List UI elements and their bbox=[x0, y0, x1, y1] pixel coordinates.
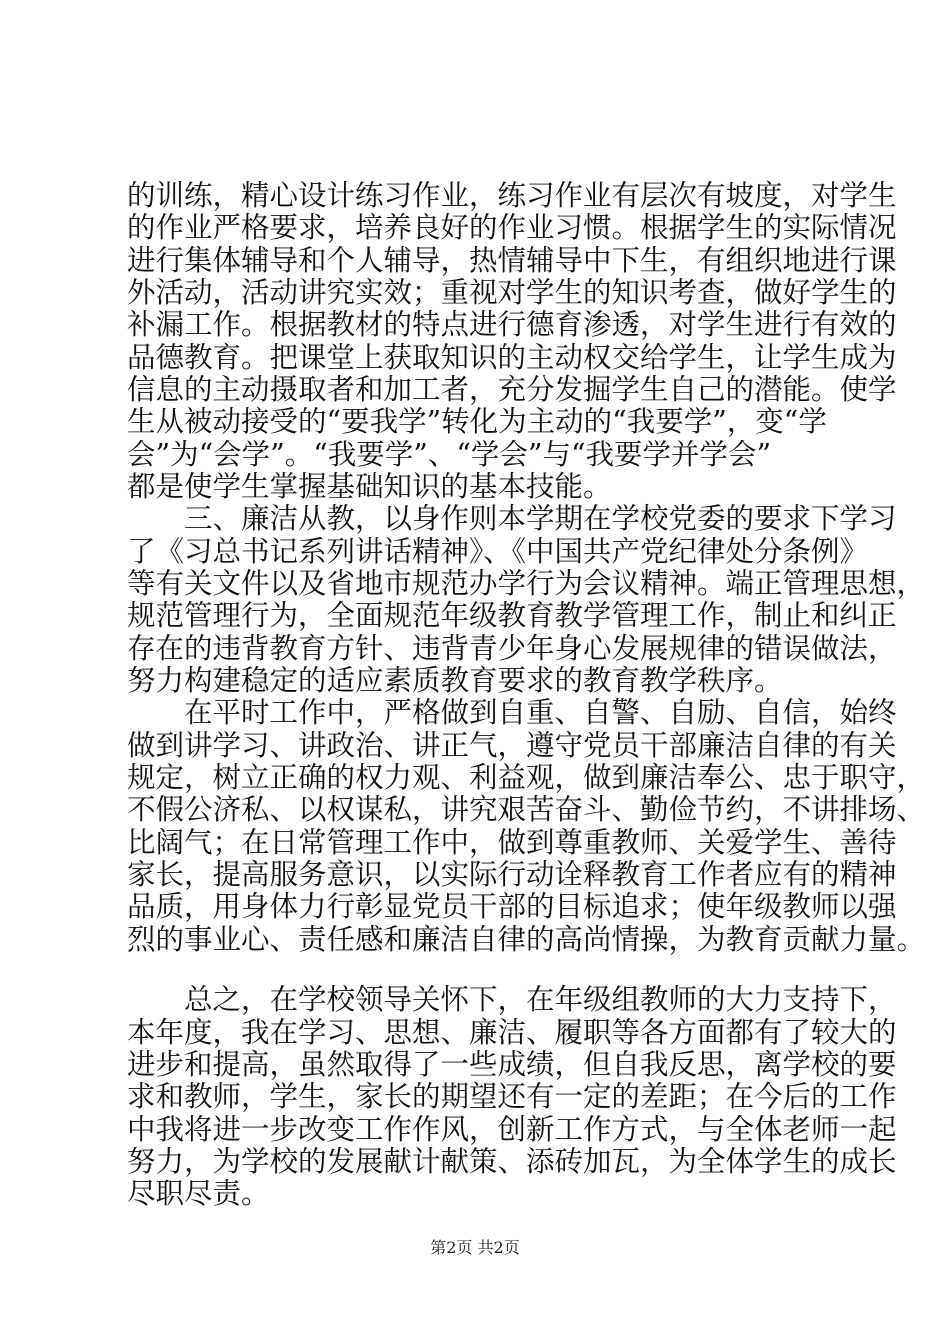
body-text-line: 规范管理行为，全面规范年级教育教学管理工作，制止和纠正 bbox=[127, 599, 897, 632]
body-text-line: 努力，为学校的发展献计献策、添砖加瓦，为全体学生的成长 bbox=[127, 1145, 897, 1178]
body-text-line: 品质，用身体力行彰显党员干部的目标追求；使年级教师以强 bbox=[127, 890, 897, 923]
body-text-line: 补漏工作。根据教材的特点进行德育渗透，对学生进行有效的 bbox=[127, 308, 897, 341]
body-text-line: 求和教师，学生，家长的期望还有一定的差距；在今后的工作 bbox=[127, 1080, 897, 1113]
body-text-line: 本年度，我在学习、思想、廉洁、履职等各方面都有了较大的 bbox=[127, 1016, 897, 1049]
body-text-line: 的训练，精心设计练习作业，练习作业有层次有坡度，对学生 bbox=[127, 179, 897, 212]
body-text-line: 规定，树立正确的权力观、利益观，做到廉洁奉公、忠于职守， bbox=[127, 761, 926, 794]
body-text-line: 的作业严格要求，培养良好的作业习惯。根据学生的实际情况 bbox=[127, 211, 897, 244]
paragraph-first-line: 总之，在学校领导关怀下，在年级组教师的大力支持下， bbox=[184, 983, 897, 1016]
body-text-line: 存在的违背教育方针、违背青少年身心发展规律的错误做法， bbox=[127, 632, 897, 665]
section-heading-line: 三、廉洁从教，以身作则本学期在学校党委的要求下学习 bbox=[184, 502, 897, 535]
body-text-line: 烈的事业心、责任感和廉洁自律的高尚情操，为教育贡献力量。 bbox=[127, 923, 926, 956]
body-text-line: 品德教育。把课堂上获取知识的主动权交给学生，让学生成为 bbox=[127, 341, 897, 374]
body-text-line: 尽职尽责。 bbox=[127, 1177, 270, 1210]
body-text-line: 外活动，活动讲究实效；重视对学生的知识考查，做好学生的 bbox=[127, 276, 897, 309]
body-text-line: 努力构建稳定的适应素质教育要求的教育教学秩序。 bbox=[127, 664, 783, 697]
body-text-line: 生从被动接受的“要我学”转化为主动的“我要学”，变“学 bbox=[127, 405, 827, 438]
body-text-line: 家长，提高服务意识，以实际行动诠释教育工作者应有的精神 bbox=[127, 858, 897, 891]
body-text-line: 比阔气；在日常管理工作中，做到尊重教师、关爱学生、善待 bbox=[127, 826, 897, 859]
body-text-line: 会”为“会学”。“我要学”、“学会”与“我要学并学会” bbox=[127, 438, 772, 471]
body-text-line: 信息的主动摄取者和加工者，充分发掘学生自己的潜能。使学 bbox=[127, 373, 897, 406]
body-text-line: 了《习总书记系列讲话精神》、《中国共产党纪律处分条例》 bbox=[127, 535, 869, 568]
body-text-line: 进行集体辅导和个人辅导，热情辅导中下生，有组织地进行课 bbox=[127, 244, 897, 277]
body-text-line: 中我将进一步改变工作作风，创新工作方式，与全体老师一起 bbox=[127, 1113, 897, 1146]
body-text-line: 都是使学生掌握基础知识的基本技能。 bbox=[127, 470, 612, 503]
body-text-line: 不假公济私、以权谋私，讲究艰苦奋斗、勤俭节约，不讲排场、 bbox=[127, 793, 926, 826]
body-text-line: 等有关文件以及省地市规范办学行为会议精神。端正管理思想， bbox=[127, 567, 926, 600]
body-text-line: 进步和提高，虽然取得了一些成绩，但自我反思，离学校的要 bbox=[127, 1048, 897, 1081]
paragraph-first-line: 在平时工作中，严格做到自重、自警、自励、自信，始终 bbox=[184, 696, 897, 729]
page-number-footer: 第2页 共2页 bbox=[430, 1238, 520, 1257]
body-text-line: 做到讲学习、讲政治、讲正气，遵守党员干部廉洁自律的有关 bbox=[127, 729, 897, 762]
